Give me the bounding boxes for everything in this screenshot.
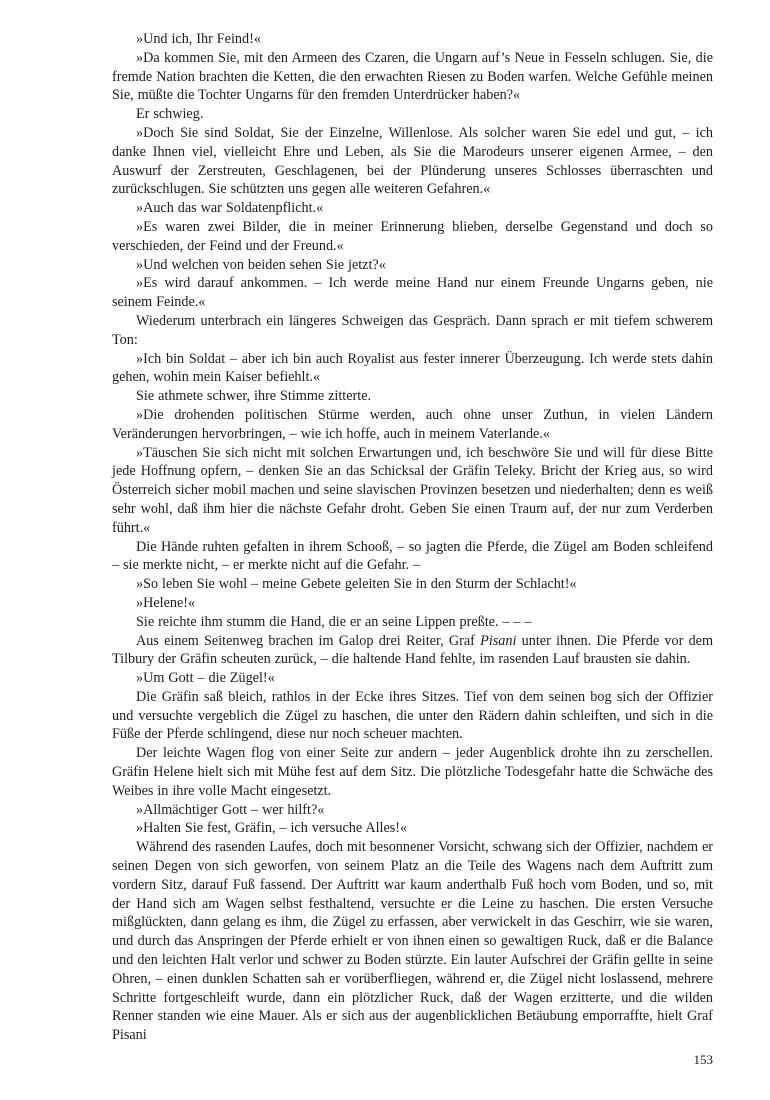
paragraph: Während des rasenden Laufes, doch mit besonnener Vorsicht, schwang sich der Offizier, nachdem er seinen Degen von sich geworfen, von seinem Platz an die Teile des Wagens nach dem Auftritt zum vordern Sitz, darauf Fuß fassend. Der Auftritt war kaum anderthalb Fuß hoch vom Boden, und so, mit der Hand sich am Wagen selbst festhaltend, versuchte er die Leine zu haschen. Die ersten Versuche mißglückten, dann gelang es ihm, die Zügel zu erfassen, aber verwickelt in das Geschirr, wie sie waren, und durch das Anspringen der Pferde erhielt er von ihnen einen so gewaltigen Ruck, daß er die Balance und den leichten Halt verlor und schwer zu Boden stürzte. Ein lauter Aufschrei der Gräfin gellte in seine Ohren, – einen dunklen Schatten sah er vorüberfliegen, während er, die Zügel nicht loslassend, mehrere Schritte fortgeschleift wurde, dann ein plötzlicher Ruck, daß der Wagen erzitterte, und die wilden Renner standen wie eine Mauer. Als er sich aus der augenblicklichen Betäubung emporraffte, hielt Graf Pisani xyxy=(112,839,713,1044)
paragraph: Er schwieg. xyxy=(136,106,204,123)
paragraph: »Um Gott – die Zügel!« xyxy=(136,670,275,687)
paragraph: Sie athmete schwer, ihre Stimme zitterte. xyxy=(136,388,372,405)
body-text xyxy=(112,30,713,1045)
paragraph: »Da kommen Sie, mit den Armeen des Czaren, die Ungarn auf’s Neue in Fesseln schlugen. Sie, die fremde Nation brachten die Ketten, die den erwachten Riesen zu Boden warfen. Welche Gefühle meinen Sie, müßte die Tochter Ungarns für den fremden Unterdrücker haben?« xyxy=(112,49,713,104)
paragraph: »Täuschen Sie sich nicht mit solchen Erwartungen und, ich beschwöre Sie und will für diese Bitte jede Hoffnung opfern, – denken Sie an das Schicksal der Gräfin Teleky. Bricht der Krieg aus, so wird Österreich sicher mobil machen und seine slavischen Provinzen besetzen und niederhalten; denn es weiß sehr wohl, daß ihm hier die nächste Gefahr droht. Geben Sie einen Traum auf, der nur zum Verderben führt.« xyxy=(112,444,713,536)
paragraph: »Halten Sie fest, Gräfin, – ich versuche Alles!« xyxy=(136,820,408,837)
paragraph: »Und welchen von beiden sehen Sie jetzt?« xyxy=(136,256,386,273)
character-name-italic: Pisani xyxy=(480,632,517,649)
paragraph: »Helene!« xyxy=(136,594,196,611)
paragraph: »Und ich, Ihr Feind!« xyxy=(136,31,261,47)
paragraph: Die Gräfin saß bleich, rathlos in der Ecke ihres Sitzes. Tief von dem seinen bog sich der Offizier und versuchte vergeblich die Zügel zu haschen, die unter den Rädern dahin schleiften, und sich in die Füße der Pferde schlingend, diese nur noch scheuer machten. xyxy=(112,688,713,743)
paragraph: »Es wird darauf ankommen. – Ich werde meine Hand nur einem Freunde Ungarns geben, nie seinem Feinde.« xyxy=(112,275,713,311)
paragraph xyxy=(112,632,713,670)
paragraph-text: unter ihnen. Die Pferde vor dem Tilbury der Gräfin scheuten zurück, – die haltende Hand fehlte, im rasenden Lauf brausten sie dahin. xyxy=(112,632,714,668)
paragraph: Sie reichte ihm stumm die Hand, die er an seine Lippen preßte. – – – xyxy=(136,613,532,630)
paragraph-text: Aus einem Seitenweg brachen im Galop drei Reiter, Graf xyxy=(136,632,481,649)
paragraph: »Die drohenden politischen Stürme werden, auch ohne unser Zuthun, in vielen Ländern Veränderungen hervorbringen, – wie ich hoffe, auch in meinem Vaterlande.« xyxy=(112,406,713,442)
page-number: 153 xyxy=(693,1052,713,1067)
paragraph: »So leben Sie wohl – meine Gebete geleiten Sie in den Sturm der Schlacht!« xyxy=(136,576,577,593)
paragraph: »Auch das war Soldatenpflicht.« xyxy=(136,200,324,217)
paragraph: »Allmächtiger Gott – wer hilft?« xyxy=(136,801,325,818)
paragraph: Der leichte Wagen flog von einer Seite zur andern – jeder Augenblick drohte ihn zu zerschellen. Gräfin Helene hielt sich mit Mühe fest auf dem Sitz. Die plötzliche Todesgefahr hatte die Schwäche des Weibes in ihre volle Macht eingesetzt. xyxy=(112,745,713,799)
paragraph: »Doch Sie sind Soldat, Sie der Einzelne, Willenlose. Als solcher waren Sie edel und gut, – ich danke Ihnen viel, vielleicht Ehre und Leben, als Sie die Marodeurs unserer eigenen Armee, – den Auswurf der Zerstreuten, Geschlagenen, bei der Plünderung unseres Schlosses überraschten und zurückschlugen. Sie schützten uns gegen alle weiteren Gefahren.« xyxy=(112,124,713,198)
paragraph: »Es waren zwei Bilder, die in meiner Erinnerung blieben, derselbe Gegenstand und doch so verschieden, der Feind und der Freund.« xyxy=(112,218,713,254)
paragraph: Die Hände ruhten gefalten in ihrem Schooß, – so jagten die Pferde, die Zügel am Boden schleifend – sie merkte nicht, – er merkte nicht auf die Gefahr. – xyxy=(112,538,713,574)
paragraph: Wiederum unterbrach ein längeres Schweigen das Gespräch. Dann sprach er mit tiefem schwerem Ton: xyxy=(112,312,713,348)
paragraph: »Ich bin Soldat – aber ich bin auch Royalist aus fester innerer Überzeugung. Ich werde stets dahin gehen, wohin mein Kaiser befiehlt.« xyxy=(112,350,713,386)
